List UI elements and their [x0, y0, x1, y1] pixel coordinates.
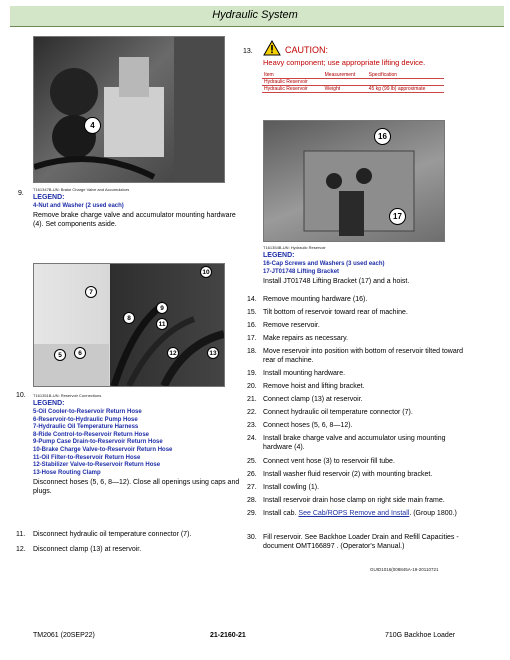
warning-triangle-icon — [263, 40, 281, 56]
callout-7: 7 — [85, 286, 97, 298]
step-text: Remove hoist and lifting bracket. — [263, 383, 365, 390]
table-cell: 45 kg (99 lb) approximate — [367, 86, 444, 93]
step-number: 24. — [247, 435, 257, 442]
step-29-pre: Install cab. — [263, 510, 297, 517]
brake-valve-illustration — [34, 37, 224, 182]
reservoir-lifting-illustration — [264, 121, 444, 241]
table-cell: Hydraulic Reservoir — [262, 79, 323, 86]
table-cell: Weight — [323, 86, 367, 93]
step-number: 23. — [247, 422, 257, 429]
step-number: 15. — [247, 309, 257, 316]
legend-item: 17-JT01748 Lifting Bracket — [263, 269, 340, 275]
step-number: 28. — [247, 497, 257, 504]
step-text: Move reservoir into position with bottom of reservoir tilted toward rear of machine. — [263, 348, 463, 364]
step-text: Remove mounting hardware (16). — [263, 296, 368, 303]
callout-8: 8 — [123, 312, 135, 324]
caution-text: Heavy component; use appropriate lifting device. — [263, 58, 426, 67]
figure-caption-1: T161347B-UN: Brake Charge Valve and Accumulators — [33, 187, 130, 192]
legend-item: 10-Brake Charge Valve-to-Reservoir Return Hose — [33, 446, 173, 453]
specification-table — [262, 72, 444, 93]
figure-brake-charge-valve — [33, 36, 225, 183]
step-12-number: 12. — [16, 546, 26, 553]
step-29-text — [263, 510, 475, 519]
table-row — [262, 86, 444, 93]
callout-13: 13 — [207, 347, 219, 359]
step-29-post: . (Group 1800.) — [409, 510, 457, 517]
step-9-number: 9. — [18, 190, 24, 197]
callout-5: 5 — [54, 349, 66, 361]
table-row — [262, 79, 444, 86]
callout-12: 12 — [167, 347, 179, 359]
callout-9: 9 — [156, 302, 168, 314]
step-10-legend-list — [33, 409, 243, 477]
step-10-legend-title: LEGEND: — [33, 400, 65, 407]
step-number: 19. — [247, 370, 257, 377]
callout-6: 6 — [74, 347, 86, 359]
step-number: 21. — [247, 396, 257, 403]
step-number: 18. — [247, 348, 257, 355]
step-11-number: 11. — [16, 531, 26, 538]
document-id: GUID1016(008845A-19-20110721 — [370, 567, 439, 572]
legend-3-text: Install JT01748 Lifting Bracket (17) and a hoist. — [263, 278, 410, 285]
step-12-text: Disconnect clamp (13) at reservoir. — [33, 546, 142, 553]
step-text: Install brake charge valve and accumulator using mounting hardware (4). — [263, 435, 446, 451]
table-header: Item — [262, 72, 323, 79]
step-text: Remove reservoir. — [263, 322, 320, 329]
step-number: 20. — [247, 383, 257, 390]
step-text: Connect clamp (13) at reservoir. — [263, 396, 363, 403]
page-title: Hydraulic System — [212, 9, 298, 21]
step-text: Install cowling (1). — [263, 484, 320, 491]
callout-4: 4 — [84, 117, 101, 134]
step-text: Install mounting hardware. — [263, 370, 346, 377]
step-text: Connect hoses (5, 6, 8—12). — [263, 422, 353, 429]
callout-16: 16 — [374, 128, 391, 145]
step-13-number: 13. — [243, 48, 253, 55]
step-number: 27. — [247, 484, 257, 491]
step-30-text: Fill reservoir. See Backhoe Loader Drain and Refill Capacities - document OMT166897 . (Operator's Manual.) — [263, 534, 459, 550]
footer-doc-version: TM2061 (20SEP22) — [33, 632, 95, 639]
footer-model: 710G Backhoe Loader — [385, 632, 456, 639]
step-11-text: Disconnect hydraulic oil temperature connector (7). — [33, 531, 192, 538]
figure-hydraulic-reservoir — [263, 120, 445, 242]
callout-10: 10 — [200, 266, 212, 278]
figure-reservoir-connections — [33, 263, 225, 387]
step-number: 22. — [247, 409, 257, 416]
legend-3-title: LEGEND: — [263, 252, 295, 259]
step-text: Connect hydraulic oil temperature connector (7). — [263, 409, 413, 416]
callout-11: 11 — [156, 318, 168, 330]
step-9-text: Remove brake charge valve and accumulator mounting hardware (4). Set components aside. — [33, 212, 236, 228]
legend-item: 16-Cap Screws and Washers (3 used each) — [263, 261, 385, 267]
legend-item: 11-Oil Filter-to-Reservoir Return Hose — [33, 454, 141, 461]
callout-17: 17 — [389, 208, 406, 225]
cab-rops-remove-install-link[interactable]: See Cab/ROPS Remove and Install — [298, 510, 410, 517]
step-9-legend-title: LEGEND: — [33, 194, 65, 201]
figure-caption-3: T161354B-UN: Hydraulic Reservoir — [263, 245, 326, 250]
step-number: 17. — [247, 335, 257, 342]
step-number: 25. — [247, 458, 257, 465]
footer-page-number: 21-2160-21 — [210, 632, 246, 639]
reservoir-illustration — [34, 264, 224, 386]
figure-caption-2: T161351B-UN: Reservoir Connections — [33, 393, 102, 398]
caution-label: CAUTION: — [285, 45, 329, 55]
step-9-legend-item: 4-Nut and Washer (2 used each) — [33, 203, 124, 209]
table-cell — [323, 79, 367, 86]
table-cell: Hydraulic Reservoir — [262, 86, 323, 93]
table-header: Specification — [367, 72, 444, 79]
step-29-number: 29. — [247, 510, 257, 517]
step-text: Install washer fluid reservoir (2) with mounting bracket. — [263, 471, 433, 478]
legend-item: 12-Stabilizer Valve-to-Reservoir Return Hose — [33, 462, 161, 469]
step-text: Tilt bottom of reservoir toward rear of machine. — [263, 309, 408, 316]
legend-item: 9-Pump Case Drain-to-Reservoir Return Hose — [33, 439, 163, 446]
step-10-text: Disconnect hoses (5, 6, 8—12). Close all openings using caps and plugs. — [33, 479, 240, 495]
step-number: 16. — [247, 322, 257, 329]
step-text: Connect vent hose (3) to reservoir fill tube. — [263, 458, 395, 465]
legend-item: 5-Oil Cooler-to-Reservoir Return Hose — [33, 409, 142, 415]
step-number: 26. — [247, 471, 257, 478]
step-30-number: 30. — [247, 534, 257, 541]
step-text: Install reservoir drain hose clamp on right side main frame. — [263, 497, 445, 504]
step-10-number: 10. — [16, 392, 26, 399]
legend-item: 8-Ride Control-to-Reservoir Return Hose — [33, 431, 150, 438]
legend-item: 13-Hose Routing Clamp — [33, 469, 101, 476]
table-cell — [367, 79, 444, 86]
table-header: Measurement — [323, 72, 367, 79]
step-number: 14. — [247, 296, 257, 303]
legend-item: 7-Hydraulic Oil Temperature Harness — [33, 424, 139, 431]
step-text: Make repairs as necessary. — [263, 335, 349, 342]
legend-item: 6-Reservoir-to-Hydraulic Pump Hose — [33, 416, 138, 423]
